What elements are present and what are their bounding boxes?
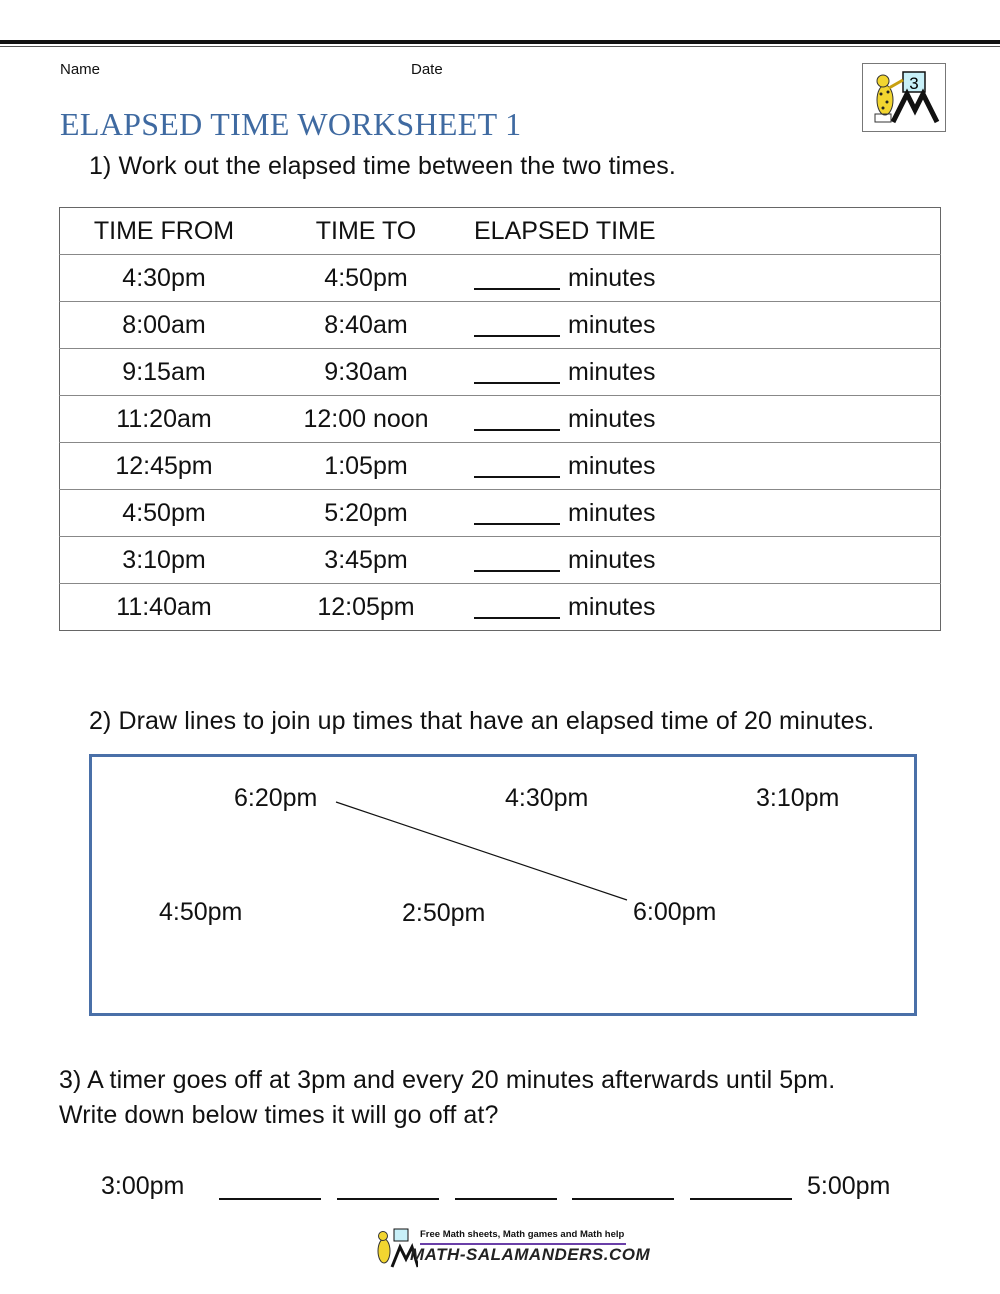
time-to: 4:50pm	[268, 255, 464, 302]
time-from: 11:40am	[60, 584, 269, 631]
answer-blank[interactable]	[572, 1198, 674, 1200]
unit-label: minutes	[568, 263, 656, 292]
name-label: Name	[60, 61, 101, 78]
end-time: 5:00pm	[807, 1172, 891, 1200]
time-option[interactable]: 2:50pm	[402, 899, 486, 927]
time-from: 11:20am	[60, 396, 269, 443]
date-label: Date	[411, 61, 443, 78]
start-time: 3:00pm	[101, 1172, 185, 1200]
time-to: 3:45pm	[268, 537, 464, 584]
footer-tagline: Free Math sheets, Math games and Math help	[420, 1229, 625, 1240]
time-from: 9:15am	[60, 349, 269, 396]
time-to: 9:30am	[268, 349, 464, 396]
time-to: 5:20pm	[268, 490, 464, 537]
unit-label: minutes	[568, 545, 656, 574]
time-from: 4:30pm	[60, 255, 269, 302]
time-from: 3:10pm	[60, 537, 269, 584]
svg-text:3: 3	[909, 74, 919, 93]
time-option[interactable]: 6:00pm	[633, 898, 717, 926]
time-option[interactable]: 3:10pm	[756, 784, 840, 812]
col-header-elapsed: ELAPSED TIME	[474, 216, 656, 245]
unit-label: minutes	[568, 404, 656, 433]
q2-prompt: 2) Draw lines to join up times that have an elapsed time of 20 minutes.	[89, 707, 875, 735]
time-to: 8:40am	[268, 302, 464, 349]
time-from: 8:00am	[60, 302, 269, 349]
time-from: 12:45pm	[60, 443, 269, 490]
answer-blank[interactable]	[337, 1198, 439, 1200]
time-to: 12:00 noon	[268, 396, 464, 443]
answer-blank[interactable]	[690, 1198, 792, 1200]
time-to: 12:05pm	[268, 584, 464, 631]
time-option[interactable]: 4:50pm	[159, 898, 243, 926]
answer-blank[interactable]	[219, 1198, 321, 1200]
col-header-time-to: TIME TO	[315, 216, 417, 245]
q3-prompt-line2: Write down below times it will go off at?	[59, 1101, 499, 1129]
q3-prompt-line1: 3) A timer goes off at 3pm and every 20 minutes afterwards until 5pm.	[59, 1066, 836, 1094]
unit-label: minutes	[568, 310, 656, 339]
answer-blank[interactable]	[455, 1198, 557, 1200]
page-title: ELAPSED TIME WORKSHEET 1	[60, 106, 522, 142]
time-option[interactable]: 4:30pm	[505, 784, 589, 812]
unit-label: minutes	[568, 451, 656, 480]
q1-prompt: 1) Work out the elapsed time between the two times.	[89, 152, 676, 180]
col-header-time-from: TIME FROM	[93, 216, 235, 245]
unit-label: minutes	[568, 498, 656, 527]
footer-logo	[372, 1227, 651, 1269]
unit-label: minutes	[568, 357, 656, 386]
time-from: 4:50pm	[60, 490, 269, 537]
time-to: 1:05pm	[268, 443, 464, 490]
unit-label: minutes	[568, 592, 656, 621]
footer-site-name: MATH-SALAMANDERS.COM	[410, 1245, 651, 1264]
time-option[interactable]: 6:20pm	[234, 784, 318, 812]
